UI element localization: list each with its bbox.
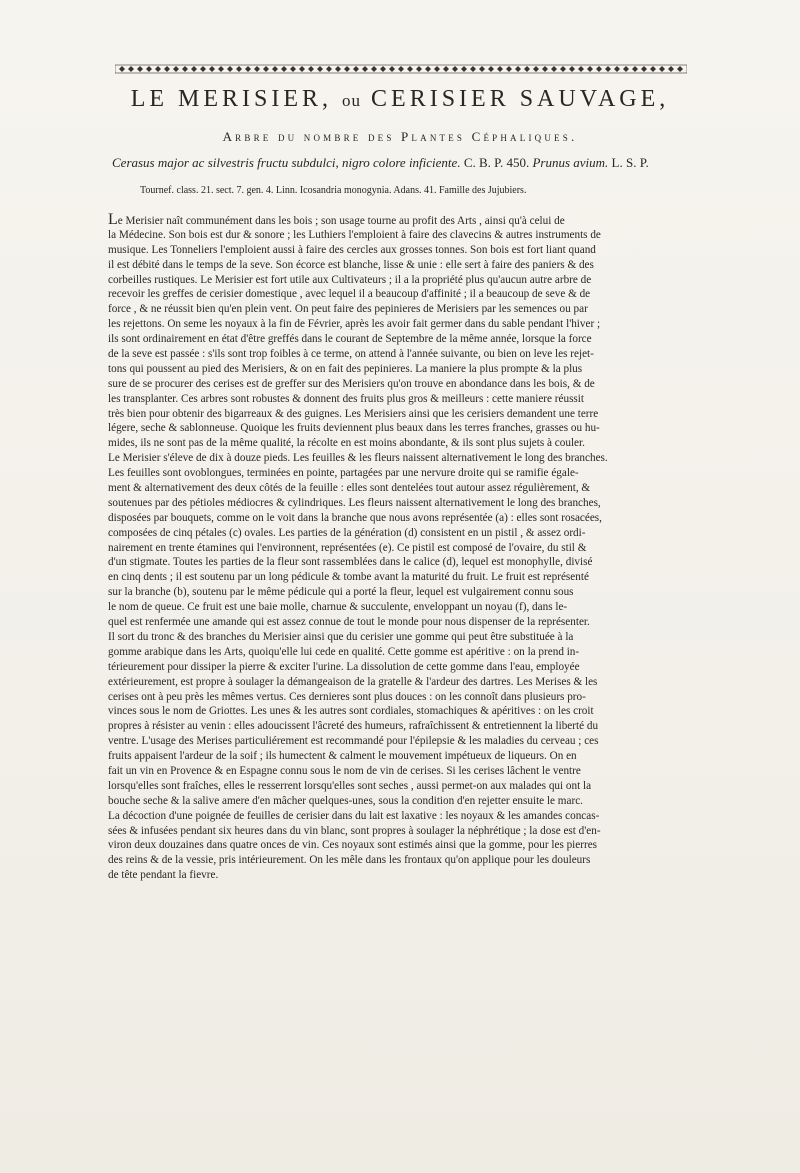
text-line: recevoir les greffes de cerisier domestique , avec lequel il a beaucoup d'affinité ; il a beaucoup de seve & de	[108, 288, 591, 301]
text-line: il est débité dans le temps de la seve. Son écorce est blanche, lisse & unie : elle sert à faire des paniers & des	[108, 258, 594, 271]
ornament-mark	[119, 66, 125, 72]
text-line: mides, ils ne sont pas de la même qualité, la récolte en est moins abondante, & ils sont plus sujets à couler.	[108, 437, 585, 450]
ornament-mark	[389, 66, 395, 72]
text-line: des reins & de la vessie, pris intérieurement. On les mêle dans les frontaux qu'on applique pour les douleurs	[108, 854, 591, 867]
ornament-mark	[245, 66, 251, 72]
ornament-mark	[425, 66, 431, 72]
title-rest: CERISIER SAUVAGE,	[371, 86, 670, 112]
ornament-mark	[227, 66, 233, 72]
ornament-mark	[137, 66, 143, 72]
text-line: La décoction d'une poignée de feuilles de cerisier dans du lait est laxative : les noyaux & les amandes concas-	[108, 809, 600, 822]
text-line: sées & infusées pendant six heures dans du vin blanc, sont propres à soulager la néphrétique ; la dose est d'en-	[108, 824, 601, 837]
latin-alt-name: Prunus avium.	[532, 155, 609, 170]
text-line: viron deux douzaines dans quatre onces de vin. Ces noyaux sont estimés ainsi que la gomme, pour les pierres	[108, 839, 598, 852]
text-line: Les feuilles sont ovoblongues, terminées en pointe, partagées par une nervure droite qui se ramifie égale-	[108, 467, 579, 480]
latin-name-line	[112, 155, 692, 171]
text-line: très bien pour obtenir des bigarreaux & des guignes. Les Merisiers ainsi que les cerisiers demandent une terre	[108, 407, 599, 420]
ornament-mark	[398, 66, 404, 72]
latin-alt-reference: L. S. P.	[611, 155, 649, 170]
text-line: gomme arabique dans les Arts, quoiqu'elle lui cede en qualité. Cette gomme est apéritive : on la prend in-	[108, 645, 580, 658]
ornament-mark	[614, 66, 620, 72]
text-line: extérieurement, est propre à soulager la démangeaison de la gratelle & l'ardeur des dartres. Les Merises & les	[108, 675, 598, 688]
text-line: sure de se procurer des cerises est de greffer sur des Merisiers qu'on trouve en abondance dans les bois, & de	[108, 377, 595, 390]
ornament-mark	[299, 66, 305, 72]
ornament-mark	[416, 66, 422, 72]
ornament-mark	[569, 66, 575, 72]
ornament-mark	[551, 66, 557, 72]
ornament-mark	[191, 66, 197, 72]
page-subtitle: Arbre du nombre des Plantes Céphaliques.	[222, 129, 578, 144]
text-line: térieurement pour dissiper la pierre & exciter l'urine. La dissolution de cette gomme dans l'eau, employée	[108, 660, 580, 673]
ornament-mark	[317, 66, 323, 72]
ornament-mark	[560, 66, 566, 72]
ornament-mark	[524, 66, 530, 72]
ornament-mark	[308, 66, 314, 72]
text-line: le nom de queue. Ce fruit est une baie molle, charnue & succulente, enveloppant un noyau (f), dans le-	[108, 601, 568, 614]
ornament-mark	[470, 66, 476, 72]
text-line: vinces sous le nom de Griottes. Les unes & les autres sont cordiales, stomachiques & apéritives : on les croit	[108, 705, 594, 718]
ornament-mark	[452, 66, 458, 72]
text-line: cerises ont à peu près les mêmes vertus. Ces dernieres sont plus douces : on les connoît dans plusieurs pro-	[108, 690, 586, 703]
text-line: les rejettons. On seme les noyaux à la fin de Février, après les avoir fait germer dans du sable pendant l'hiver ;	[108, 318, 601, 331]
text-line: ils sont ordinairement en état d'être greffés dans le courant de Septembre de la même année, lorsque la force	[108, 333, 592, 346]
ornament-mark	[461, 66, 467, 72]
ornament-mark	[326, 66, 332, 72]
ornament-mark	[506, 66, 512, 72]
page-title	[0, 86, 800, 113]
text-line: de tête pendant la fievre.	[108, 869, 219, 882]
ornament-mark	[353, 66, 359, 72]
ornament-mark	[497, 66, 503, 72]
ornament-mark	[605, 66, 611, 72]
text-line: légere, seche & sablonneuse. Quoique les fruits deviennent plus beaux dans les terres franches, grasses ou hu-	[108, 422, 600, 435]
ornament-mark	[344, 66, 350, 72]
ornament-mark	[200, 66, 206, 72]
ornament-mark	[533, 66, 539, 72]
text-line: d'un stigmate. Toutes les parties de la fleur sont rassemblées dans le calice (d), lequel est monophylle, divisé	[108, 556, 593, 569]
classification-line: Tournef. class. 21. sect. 7. gen. 4. Linn. Icosandria monogynia. Adans. 41. Famille des Jujubiers.	[140, 185, 527, 196]
ornament-mark	[641, 66, 647, 72]
text-line: sur la branche (b), soutenu par le même pédicule qui a porté la fleur, lequel est vulgairement connu sous	[108, 586, 574, 599]
text-line: Le Merisier naît communément dans les bois ; son usage tourne au profit des Arts , ainsi qu'à celui de	[108, 211, 565, 228]
text-line: Le Merisier s'éleve de dix à douze pieds. Les feuilles & les fleurs naissent alternativement le long des branches.	[108, 452, 608, 465]
text-line: bouche seche & la salive amere d'en mâcher quelques-unes, sous la condition d'en rejetter ensuite le marc.	[108, 794, 583, 807]
ornament-mark	[632, 66, 638, 72]
ornament-mark	[380, 66, 386, 72]
text-line: nairement en trente étamines qui l'environnent, représentées (e). Ce pistil est composé de l'ovaire, du stil &	[108, 541, 587, 554]
text-line: fruits appaisent l'ardeur de la soif ; ils humectent & calment le mouvement impétueux de liqueurs. On en	[108, 750, 577, 763]
ornament-mark	[668, 66, 674, 72]
text-line: Il sort du tronc & des branches du Merisier ainsi que du cerisier une gomme qui peut être substituée à la	[108, 630, 574, 643]
text-line: quel est renfermée une amande qui est assez connue de tout le monde pour nous dispenser de la représenter.	[108, 616, 590, 629]
text-line: force , & ne réussit bien qu'en plein vent. On peut faire des pepinieres de Merisiers par les semences ou par	[108, 303, 588, 316]
ornament-mark	[434, 66, 440, 72]
ornament-mark	[407, 66, 413, 72]
text-line: en cinq dents ; il est soutenu par un long pédicule & tombe avant la maturité du fruit. Le fruit est représenté	[108, 571, 589, 584]
ornament-mark	[290, 66, 296, 72]
ornament-mark	[371, 66, 377, 72]
ornament-mark	[542, 66, 548, 72]
text-line: corbeilles rustiques. Le Merisier est fort utile aux Cultivateurs ; il a la propriété plus qu'aucun autre arbre de	[108, 273, 592, 286]
ornament-mark	[659, 66, 665, 72]
text-line: tons qui poussent au pied des Merisiers, & on en fait des pepinieres. La maniere la plus prompte & la plus	[108, 362, 583, 375]
ornament-mark	[218, 66, 224, 72]
ornament-mark	[182, 66, 188, 72]
title-ou: ou	[342, 91, 362, 110]
text-line: composées de cinq pétales (c) ovales. Les parties de la génération (d) consistent en un pistil , & assez ordi-	[108, 526, 586, 539]
ornament-mark	[479, 66, 485, 72]
ornament-mark	[281, 66, 287, 72]
ornament-mark	[236, 66, 242, 72]
ornament-mark	[173, 66, 179, 72]
ornament-mark	[596, 66, 602, 72]
ornament-mark	[578, 66, 584, 72]
ornament-mark	[272, 66, 278, 72]
text-line: fait un vin en Provence & en Espagne connu sous le nom de vin de cerises. Si les cerises lâchent le ventre	[108, 764, 581, 777]
ornament-mark	[164, 66, 170, 72]
ornament-mark	[128, 66, 134, 72]
ornament-mark	[587, 66, 593, 72]
ornament-mark	[335, 66, 341, 72]
ornament-mark	[488, 66, 494, 72]
ornament-mark	[263, 66, 269, 72]
text-line: ventre. L'usage des Merises particuliérement est recommandé pour l'épilepsie & les maladies du cerveau ; ces	[108, 735, 599, 748]
title-main: LE MERISIER,	[130, 86, 333, 112]
latin-reference: C. B. P. 450.	[463, 155, 530, 170]
text-line: la Médecine. Son bois est dur & sonore ; les Luthiers l'emploient à faire des clavecins & autres instruments de	[108, 228, 601, 241]
ornament-mark	[209, 66, 215, 72]
ornament-mark	[155, 66, 161, 72]
text-line: disposées par bouquets, comme on le voit dans la branche que nous avons représentée (a) : elles sont rosacées,	[108, 511, 602, 524]
ornament-mark	[650, 66, 656, 72]
ornamental-header-band	[115, 62, 687, 76]
latin-name: Cerasus major ac silvestris fructu subdulci, nigro colore inficiente.	[112, 155, 461, 170]
text-line: lorsqu'elles sont fraîches, elles le resserrent lorsqu'elles sont seches , aussi permet-on aux malades qui ont la	[108, 779, 592, 792]
text-line: propres à résister au venin : elles adoucissent l'âcreté des humeurs, rafraîchissent & entretiennent la liberté du	[108, 720, 599, 733]
ornament-mark	[254, 66, 260, 72]
text-line: soutenues par des pétioles médiocres & cylindriques. Les fleurs naissent alternativement le long des branches,	[108, 496, 601, 509]
ornament-mark	[146, 66, 152, 72]
text-line: de la seve est passée : s'ils sont trop foibles à ce terme, on attend à l'année suivante, ou bien on leve les rejet-	[108, 348, 594, 361]
body-text	[108, 213, 704, 883]
ornament-mark	[362, 66, 368, 72]
ornament-mark	[515, 66, 521, 72]
ornament-mark	[677, 66, 683, 72]
text-line: les transplanter. Ces arbres sont robustes & donnent des fruits plus gros & meilleurs : cette maniere réussit	[108, 392, 584, 405]
text-line: musique. Les Tonneliers l'emploient aussi à faire des cercles aux grosses tonnes. Son bois est fort liant quand	[108, 243, 596, 256]
text-line: ment & alternativement des deux côtés de la feuille : elles sont dentelées tout autour assez régulièrement, &	[108, 482, 591, 495]
ornament-mark	[443, 66, 449, 72]
ornament-mark	[623, 66, 629, 72]
